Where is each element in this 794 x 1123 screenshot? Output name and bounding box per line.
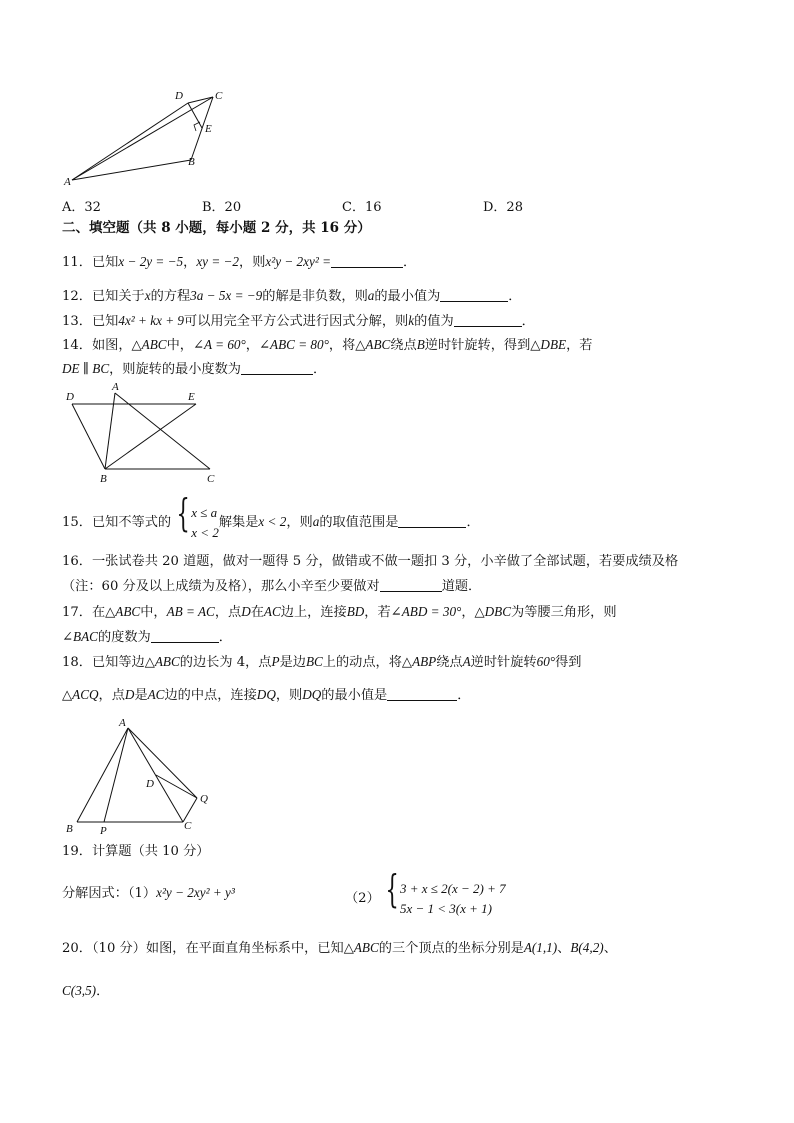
fig3-label-b: B [66, 823, 73, 835]
question-14-line-1: 14．如图，△ABC中，∠A = 60°，∠ABC = 80°，将△ABC绕点B逆时针旋转，得到△DBE，若 [62, 337, 593, 353]
option-b: B．20 [202, 200, 242, 215]
fig3-label-p: P [100, 825, 107, 837]
fig1-edge-dc [188, 97, 213, 103]
figure-3-equilateral [60, 712, 230, 838]
question-16-line-2: （注：60 分及以上成绩为及格），那么小辛至少要做对 道题． [62, 579, 482, 594]
question-11: 11．已知x − 2y = −5，xy = −2，则x²y − 2xy² = ． [62, 254, 417, 270]
fig2-label-c: C [207, 473, 215, 485]
question-20-line-2: C(3,5)． [62, 983, 110, 999]
fig1-label-d: D [175, 90, 183, 102]
figure-2-rotation [60, 380, 230, 488]
question-14-line-2: DE ∥ BC，则旋转的最小度数为 ． [62, 361, 327, 377]
fig3-edge-ab [77, 728, 128, 822]
fig3-label-a: A [119, 717, 126, 729]
figure-1-quadrilateral [60, 86, 240, 190]
fig2-label-a: A [112, 381, 119, 393]
inequality-system: x ≤ a x < 2 [191, 504, 219, 540]
fig2-edge-be [105, 404, 196, 469]
fig3-edge-ap [104, 728, 128, 822]
question-19-part-2: （2） {3 + x ≤ 2(x − 2) + 7 5x − 1 < 3(x + 1) [345, 870, 506, 920]
fig1-label-e: E [205, 123, 212, 135]
question-20-line-1: 20．（10 分）如图，在平面直角坐标系中，已知△ABC的三个顶点的坐标分别是A(1,1)、B(4,2)、 [62, 940, 617, 956]
answer-blank-17[interactable] [151, 629, 219, 643]
question-18-line-2: △ACQ，点D是AC边的中点，连接DQ，则DQ的最小值是 ． [62, 687, 471, 703]
question-16-line-1: 16．一张试卷共 20 道题，做对一题得 5 分，做错或不做一题扣 3 分，小辛做了全部试题，若要成绩及格 [62, 554, 679, 569]
answer-blank-14[interactable] [241, 361, 313, 375]
answer-blank-11[interactable] [331, 254, 403, 268]
answer-blank-13[interactable] [454, 313, 522, 327]
option-c: C．16 [342, 200, 382, 215]
fig3-label-q: Q [200, 793, 208, 805]
system-brace-2: { [385, 867, 399, 911]
fig3-label-d: D [146, 778, 154, 790]
question-15: 15．已知不等式的 {x ≤ a x < 2解集是x < 2，则a的取值范围是 ． [62, 494, 480, 544]
question-18-line-1: 18．已知等边△ABC的边长为 4，点P是边BC上的动点，将△ABP绕点A逆时针旋转60°得到 [62, 654, 582, 670]
fig3-edge-cq [183, 798, 197, 822]
fig3-label-c: C [184, 820, 192, 832]
fig2-label-d: D [66, 391, 74, 403]
question-12: 12．已知关于x的方程3a − 5x = −9的解是非负数，则a的最小值为 ． [62, 288, 522, 304]
fig2-label-b: B [100, 473, 107, 485]
answer-blank-12[interactable] [440, 288, 508, 302]
fig1-edge-ad [72, 103, 188, 180]
question-17-line-1: 17．在△ABC中，AB = AC，点D在AC边上，连接BD，若∠ABD = 30°，△DBC为等腰三角形，则 [62, 604, 617, 620]
option-d: D．28 [483, 200, 523, 215]
question-19-part-1: 分解因式：（1）x²y − 2xy² + y³ [62, 885, 235, 901]
section-heading: 二、填空题（共 8 小题，每小题 2 分，共 16 分） [62, 220, 371, 236]
answer-blank-18[interactable] [387, 687, 457, 701]
fig2-label-e: E [188, 391, 195, 403]
fig1-label-b: B [188, 156, 195, 168]
system-brace: { [176, 491, 190, 535]
answer-blank-15[interactable] [398, 514, 466, 528]
option-a: A．32 [62, 200, 101, 215]
answer-blank-16[interactable] [380, 578, 442, 592]
fig1-label-a: A [64, 176, 71, 188]
question-17-line-2: ∠BAC的度数为 ． [62, 629, 232, 645]
inequality-system-2: 3 + x ≤ 2(x − 2) + 7 5x − 1 < 3(x + 1) [399, 880, 506, 916]
fig2-edge-db [72, 404, 105, 469]
question-19-title: 19．计算题（共 10 分） [62, 844, 210, 859]
fig1-label-c: C [215, 90, 223, 102]
question-13: 13．已知4x² + kx + 9可以用完全平方公式进行因式分解，则k的值为 ． [62, 313, 535, 329]
